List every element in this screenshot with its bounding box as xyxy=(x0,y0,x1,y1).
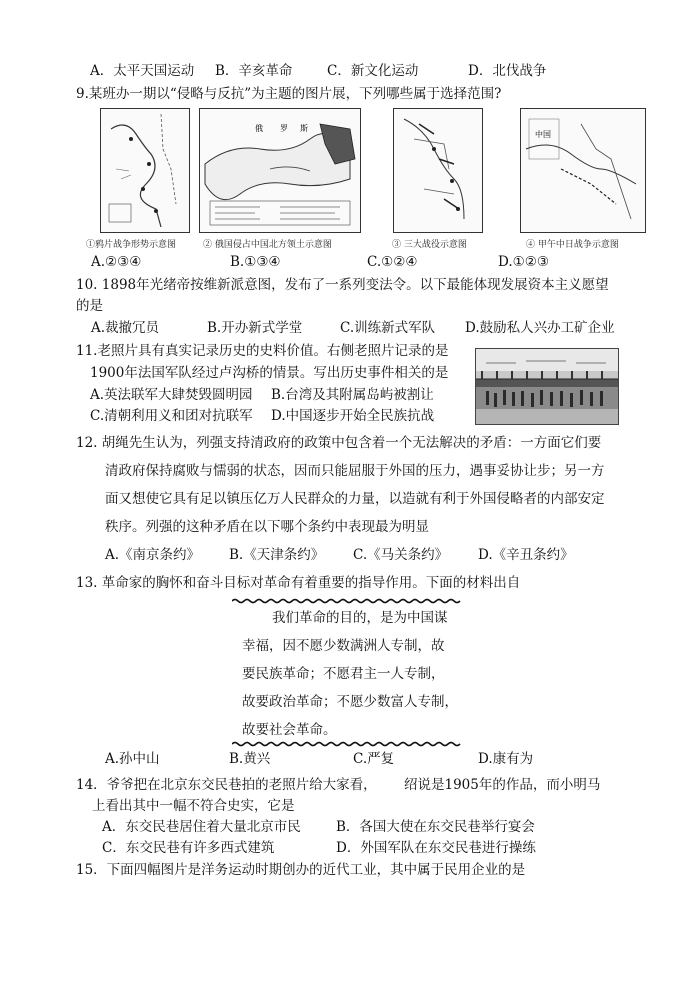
map-russia-occupation xyxy=(199,108,361,233)
q12-option-a: A.《南京条约》 xyxy=(105,547,201,563)
q11-option-c: C.清朝利用义和团对抗联军 xyxy=(90,408,253,424)
q9-option-b: B.①③④ xyxy=(230,254,281,270)
quote-line3: 要民族革命；不愿君主一人专制， xyxy=(242,666,445,682)
map-sino-japanese-war xyxy=(520,108,646,233)
q11-option-a: A.英法联军大肆焚毁圆明园 xyxy=(90,387,253,403)
q8-option-b: B．辛亥革命 xyxy=(215,63,293,79)
q14-option-c: C．东交民巷有许多西式建筑 xyxy=(102,840,275,856)
q8-option-d: D．北伐战争 xyxy=(468,63,547,79)
q9-caption-1: ①鸦片战争形势示意图 xyxy=(86,240,177,250)
q9-stem: 9.某班办一期以“侵略与反抗”为主题的图片展，下列哪些属于选择范围? xyxy=(76,86,502,102)
quote-line5: 故要社会革命。 xyxy=(242,722,337,738)
q12-option-b: B.《天津条约》 xyxy=(229,547,325,563)
q13-option-b: B.黄兴 xyxy=(229,751,271,767)
map-opium-war xyxy=(100,108,190,233)
q13-option-d: D.康有为 xyxy=(478,751,534,767)
q10-option-d: D.鼓励私人兴办工矿企业 xyxy=(465,320,615,336)
q11-stem-line2: 1900年法国军队经过卢沟桥的情景。写出历史事件相关的是 xyxy=(90,365,449,381)
q10-option-c: C.训练新式军队 xyxy=(340,320,436,336)
q9-option-c: C.①②④ xyxy=(367,254,418,270)
q12-option-c: C.《马关条约》 xyxy=(353,547,449,563)
q14-option-a: A．东交民巷居住着大量北京市民 xyxy=(102,819,301,835)
q11-stem-line1: 11.老照片具有真实记录历史的史料价值。右侧老照片记录的是 xyxy=(76,343,449,359)
q8-option-a: A．太平天国运动 xyxy=(90,63,195,79)
q14-stem-line1a: 14．爷爷把在北京东交民巷拍的老照片给大家看， xyxy=(76,777,377,793)
quote-line4: 故要政治革命；不愿少数富人专制， xyxy=(242,694,458,710)
q10-option-b: B.开办新式学堂 xyxy=(207,320,303,336)
quote-bottom-border xyxy=(232,741,462,747)
q12-line3: 面又想使它具有足以镇压亿万人民群众的力量，以造就有利于外国侵略者的内部安定 xyxy=(105,491,605,507)
q14-option-d: D．外国军队在东交民巷进行操练 xyxy=(336,840,536,856)
q11-option-d: D.中国逐步开始全民族抗战 xyxy=(271,408,435,424)
quote-line1: 我们革命的目的，是为中国谋 xyxy=(272,610,448,626)
q13-stem: 13. 革命家的胸怀和奋斗目标对革命有着重要的指导作用。下面的材料出自 xyxy=(76,575,521,591)
q12-line4: 秩序。列强的这种矛盾在以下哪个条约中表现最为明显 xyxy=(105,519,429,535)
q13-option-a: A.孙中山 xyxy=(105,751,160,767)
q11-option-b: B.台湾及其附属岛屿被割让 xyxy=(271,387,434,403)
q10-option-a: A.裁撤冗员 xyxy=(91,320,160,336)
map-label-e: 俄 xyxy=(255,124,263,133)
quote-line2: 幸福，因不愿少数满洲人专制，故 xyxy=(242,638,445,654)
q9-caption-2: ② 俄国侵占中国北方领土示意图 xyxy=(203,240,332,250)
q12-line1: 12. 胡绳先生认为，列强支持清政府的政策中包含着一个无法解决的矛盾：一方面它们要 xyxy=(76,435,602,451)
q14-stem-line1b: 绍说是1905年的作品，而小明马 xyxy=(404,777,601,793)
q10-stem-line1: 10. 1898年光绪帝按维新派意图，发布了一系列变法令。以下最能体现发展资本主义愿望 xyxy=(76,277,609,293)
q14-stem-line2: 上看出其中一幅不符合史实，它是 xyxy=(92,798,295,814)
map-label-si: 斯 xyxy=(300,124,308,133)
q10-stem-line2: 的是 xyxy=(76,298,103,314)
map-label-china: 中国 xyxy=(535,130,551,139)
q12-option-d: D.《辛丑条约》 xyxy=(478,547,574,563)
q9-caption-3: ③ 三大战役示意图 xyxy=(392,240,467,250)
q14-option-b: B．各国大使在东交民巷举行宴会 xyxy=(336,819,535,835)
q9-option-d: D.①②③ xyxy=(498,254,549,270)
q15-stem: 15．下面四幅图片是洋务运动时期创办的近代工业，其中属于民用企业的是 xyxy=(76,862,526,878)
q12-line2: 清政府保持腐败与懦弱的状态，因而只能屈服于外国的压力，遇事妥协让步；另一方 xyxy=(105,463,605,479)
q9-option-a: A.②③④ xyxy=(91,254,142,270)
map-label-luo: 罗 xyxy=(280,124,288,133)
q13-option-c: C.严复 xyxy=(353,751,395,767)
lugou-bridge-photo xyxy=(475,348,619,425)
q9-caption-4: ④ 甲午中日战争示意图 xyxy=(526,240,619,250)
map-three-campaigns xyxy=(393,108,483,233)
q8-option-c: C．新文化运动 xyxy=(327,63,419,79)
